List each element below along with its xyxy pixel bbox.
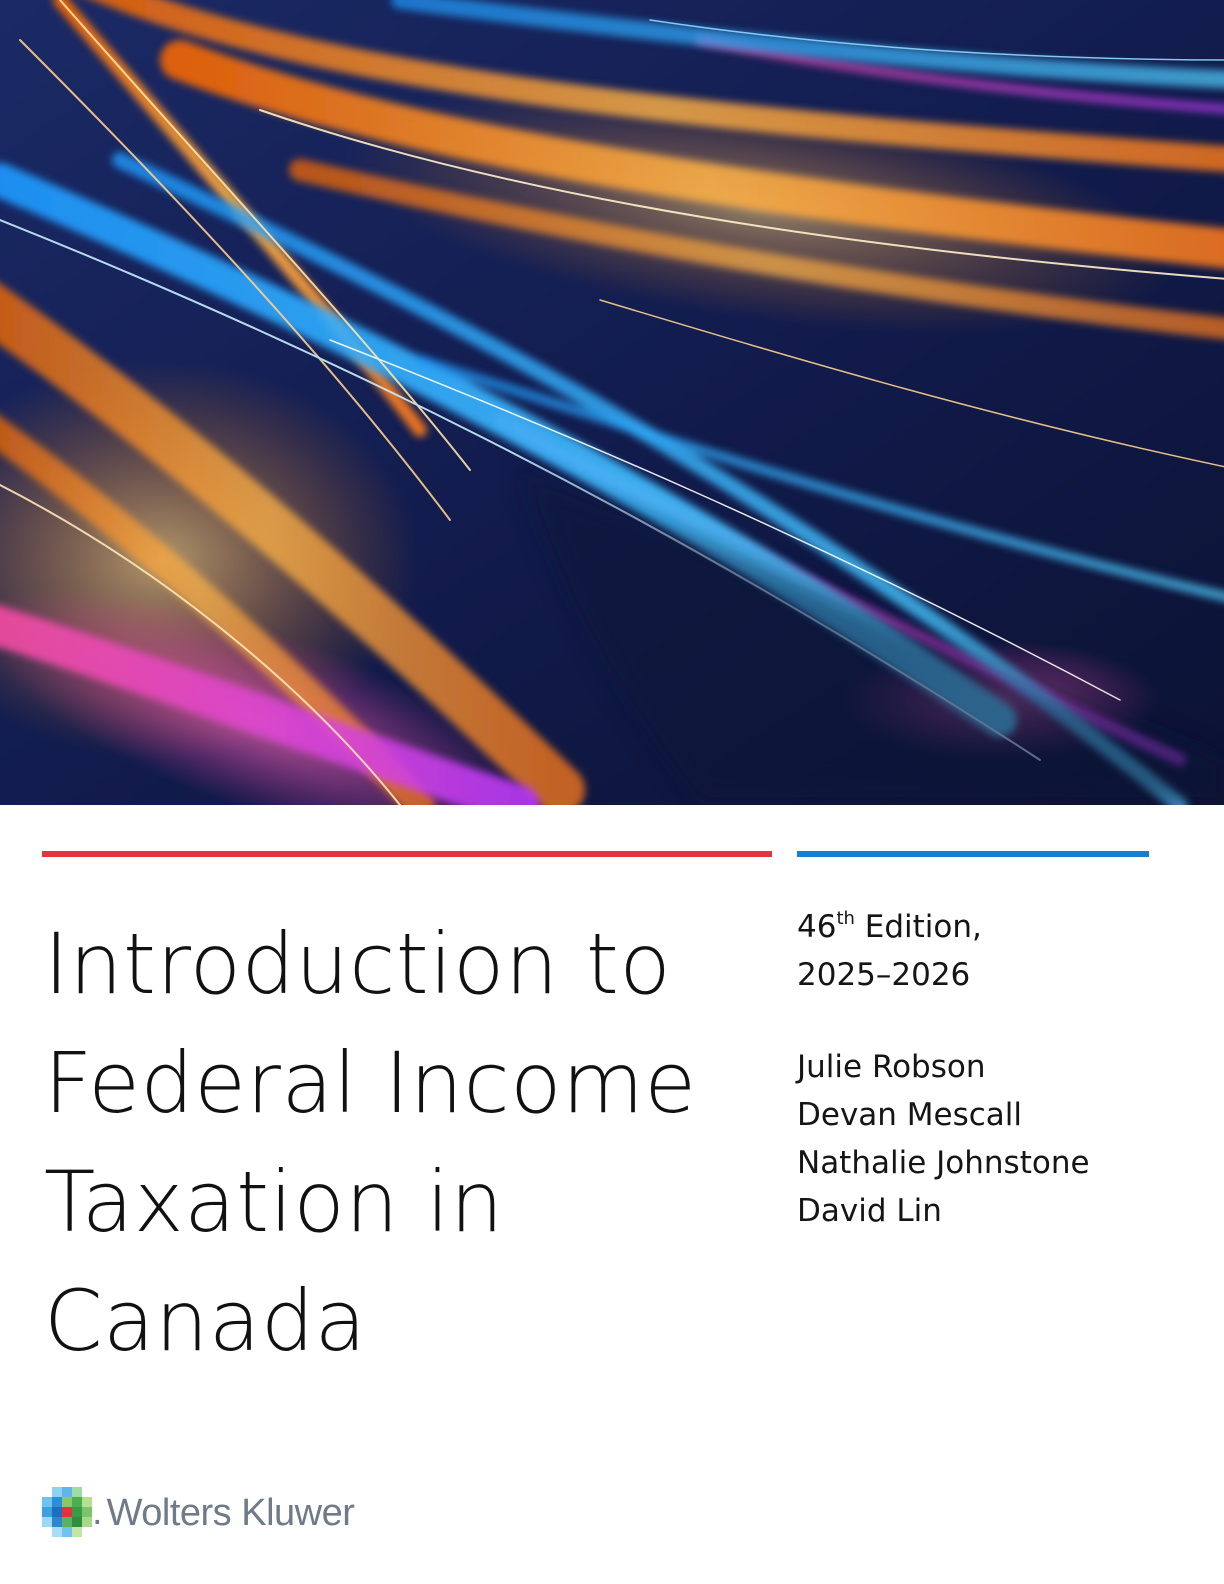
edition-line (797, 903, 982, 951)
book-title (44, 905, 744, 1381)
title-line: Introduction to (44, 915, 672, 1013)
author-list (797, 1043, 1090, 1235)
title-line: Federal Income (44, 1034, 697, 1132)
title-line: Canada (44, 1272, 367, 1370)
edition-suffix: th (836, 908, 855, 929)
author-name: Devan Mescall (797, 1097, 1023, 1133)
edition-label: Edition, (854, 909, 982, 945)
publisher-name: Wolters Kluwer (106, 1491, 355, 1534)
edition-number: 46 (797, 909, 837, 945)
publisher-logo: . Wolters Kluwer (42, 1486, 354, 1538)
edition-years: 2025–2026 (797, 957, 971, 993)
author-name: Nathalie Johnstone (797, 1145, 1090, 1181)
red-divider-rule (42, 851, 772, 857)
title-line: Taxation in (44, 1153, 504, 1251)
blue-divider-rule (797, 851, 1149, 857)
edition-info (797, 903, 982, 999)
wolters-kluwer-mosaic-icon (42, 1487, 92, 1537)
author-name: David Lin (797, 1193, 942, 1229)
author-name: Julie Robson (797, 1049, 986, 1085)
